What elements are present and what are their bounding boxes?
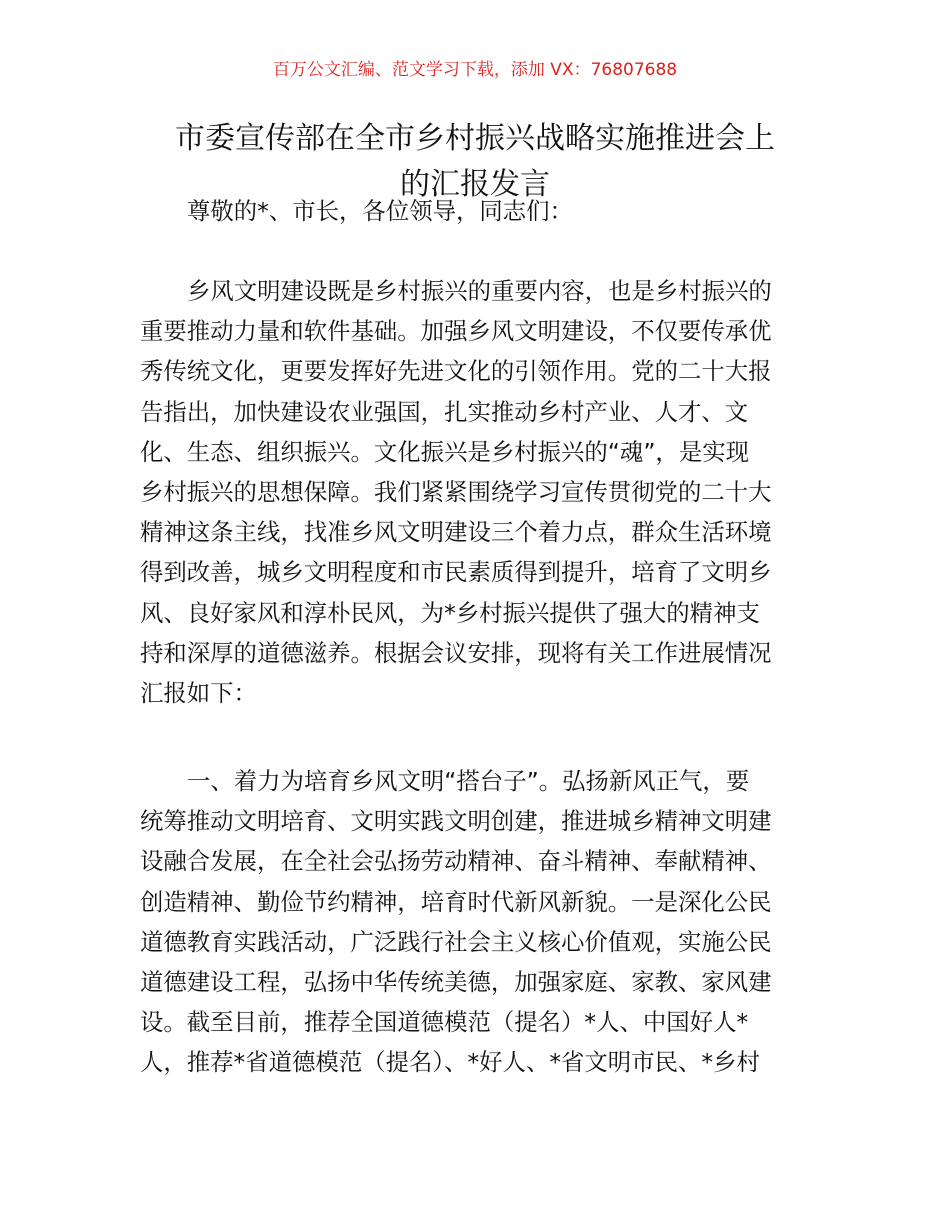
paragraph-1 bbox=[140, 271, 812, 713]
paragraph-line: 道德建设工程，弘扬中华传统美德，加强家庭、家教、家风建 bbox=[140, 967, 772, 996]
paragraph-line: 乡村振兴的思想保障。我们紧紧围绕学习宣传贯彻党的二十大 bbox=[140, 477, 772, 506]
paragraph-line: 持和深厚的道德滋养。根据会议安排，现将有关工作进展情况 bbox=[140, 638, 772, 667]
paragraph-line: 风、良好家风和淳朴民风，为*乡村振兴提供了强大的精神支 bbox=[140, 598, 760, 627]
watermark-header: 百万公文汇编、范文学习下载，添加 VX：76807688 bbox=[272, 60, 678, 80]
paragraph-line: 汇报如下： bbox=[140, 678, 257, 707]
paragraph-line: 一、着力为培育乡风文明“搭台子”。弘扬新风正气，要 bbox=[187, 767, 750, 795]
paragraph-line: 秀传统文化，更要发挥好先进文化的引领作用。党的二十大报 bbox=[140, 357, 772, 386]
paragraph-line: 设。截至目前，推荐全国道德模范（提名）*人、中国好人* bbox=[140, 1008, 749, 1037]
paragraph-line: 人，推荐*省道德模范（提名）、*好人、*省文明市民、*乡村 bbox=[140, 1048, 760, 1077]
paragraph-line: 重要推动力量和软件基础。加强乡风文明建设，不仅要传承优 bbox=[140, 317, 772, 346]
paragraph-2 bbox=[140, 761, 812, 1083]
paragraph-line: 化、生态、组织振兴。文化振兴是乡村振兴的“魂”，是实现 bbox=[140, 437, 749, 466]
paragraph-line: 乡风文明建设既是乡村振兴的重要内容，也是乡村振兴的 bbox=[187, 277, 772, 305]
title-line: 市委宣传部在全市乡村振兴战略实施推进会上 bbox=[175, 121, 775, 156]
paragraph-line: 精神这条主线，找准乡风文明建设三个着力点，群众生活环境 bbox=[140, 518, 772, 547]
title-line: 的汇报发言 bbox=[400, 167, 550, 202]
paragraph-line: 创造精神、勤俭节约精神，培育时代新风新貌。一是深化公民 bbox=[140, 887, 772, 916]
paragraph-line: 道德教育实践活动，广泛践行社会主义核心价值观，实施公民 bbox=[140, 927, 772, 956]
salutation-line: 尊敬的*、市长，各位领导，同志们： bbox=[187, 197, 573, 225]
paragraph-line: 设融合发展，在全社会弘扬劳动精神、奋斗精神、奉献精神、 bbox=[140, 847, 772, 876]
paragraph-line: 得到改善，城乡文明程度和市民素质得到提升，培育了文明乡 bbox=[140, 558, 772, 587]
salutation bbox=[140, 191, 812, 231]
paragraph-line: 统筹推动文明培育、文明实践文明创建，推进城乡精神文明建 bbox=[140, 807, 772, 836]
paragraph-line: 告指出，加快建设农业强国，扎实推动乡村产业、人才、文 bbox=[140, 397, 749, 426]
